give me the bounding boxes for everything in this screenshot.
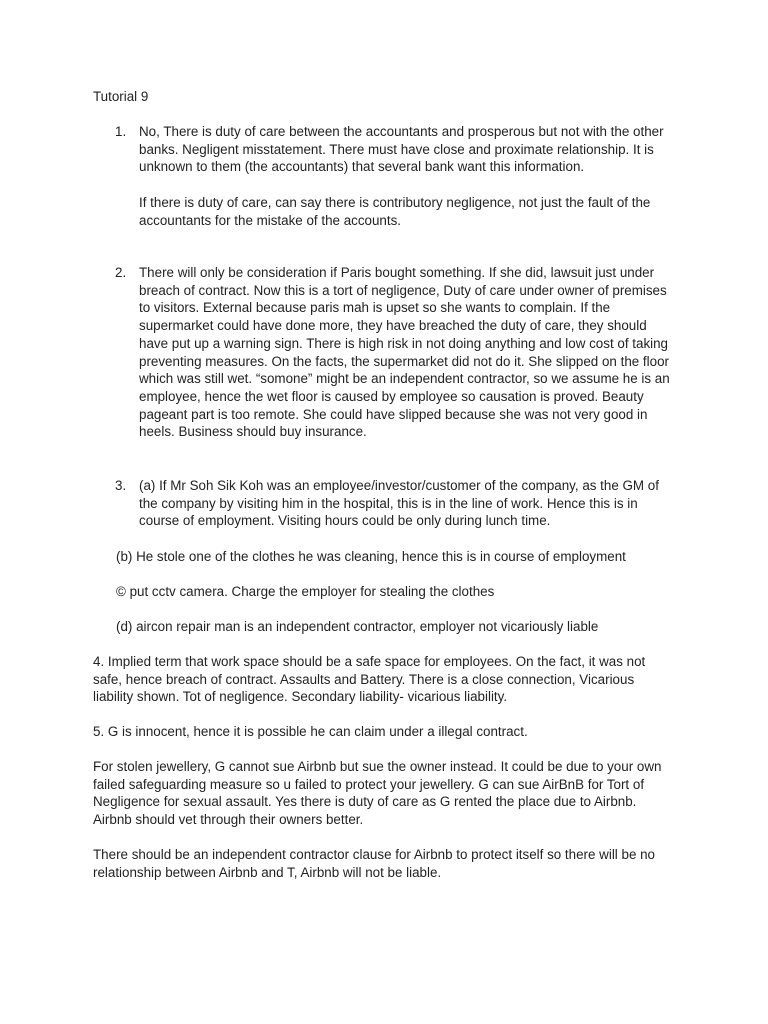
answer-1-paragraph-1: No, There is duty of care between the accountants and prosperous but not with the other banks. Negligent misstatement. There must have close and proximate relationship. It is unknown to them (the accountants) that several bank want this information. — [139, 124, 664, 175]
answer-5-paragraph-2: For stolen jewellery, G cannot sue Airbnb but sue the owner instead. It could be due to your own failed safeguarding measure so u failed to protect your jewellery. G can sue AirBnB for Tort of Negligence for sexual assault. Yes there is duty of care as G rented the place due to Airbnb. Airbnb should vet through their owners better. — [93, 759, 662, 828]
answer-1-paragraph-2: If there is duty of care, can say there is contributory negligence, not just the fault of the accountants for the mistake of the accounts. — [139, 194, 651, 228]
answer-3-body — [139, 477, 679, 530]
answer-4: 4. Implied term that work space should be a safe space for employees. On the fact, it was not safe, hence breach of contract. Assaults and Battery. There is a close connection, Vicarious liability shown. Tot of negligence. Secondary liability- vicarious liability. — [93, 654, 646, 705]
answer-5-paragraph-3: There should be an independent contractor clause for Airbnb to protect itself so there will be no relationship between Airbnb and T, Airbnb will not be liable. — [93, 847, 656, 880]
answer-2-body — [139, 264, 679, 441]
answer-1-body — [139, 123, 679, 229]
page-title: Tutorial 9 — [93, 89, 149, 104]
answer-5-paragraph-1: 5. G is innocent, hence it is possible he can claim under a illegal contract. — [93, 724, 528, 739]
answer-3c: © put cctv camera. Charge the employer for stealing the clothes — [116, 584, 495, 599]
answer-2-number: 2. — [115, 265, 127, 280]
answer-3b: (b) He stole one of the clothes he was cleaning, hence this is in course of employment — [116, 549, 626, 564]
answer-1-number: 1. — [115, 124, 127, 139]
answer-3d: (d) aircon repair man is an independent contractor, employer not vicariously liable — [116, 619, 599, 634]
answer-3-number: 3. — [115, 478, 127, 493]
answer-2-paragraph-1: There will only be consideration if Paris bought something. If she did, lawsuit just under breach of contract. Now this is a tort of negligence, Duty of care under owner of premises to visitors. External because paris mah is upset so she wants to complain. If the supermarket could have done more, they have breached the duty of care, they should have put up a warning sign. There is high risk in not doing anything and low cost of taking preventing measures. On the facts, the supermarket did not do it. She slipped on the floor which was still wet. “somone” might be an independent contractor, so we assume he is an employee, hence the wet floor is caused by employee so causation is proved. Beauty pageant part is too remote. She could have slipped because she was not very good in heels. Business should buy insurance. — [139, 265, 670, 440]
answer-3a-paragraph: (a) If Mr Soh Sik Koh was an employee/investor/customer of the company, as the GM of the company by visiting him in the hospital, this is in the line of work. Hence this is in course of employment. Visiting hours could be only during lunch time. — [139, 478, 659, 529]
